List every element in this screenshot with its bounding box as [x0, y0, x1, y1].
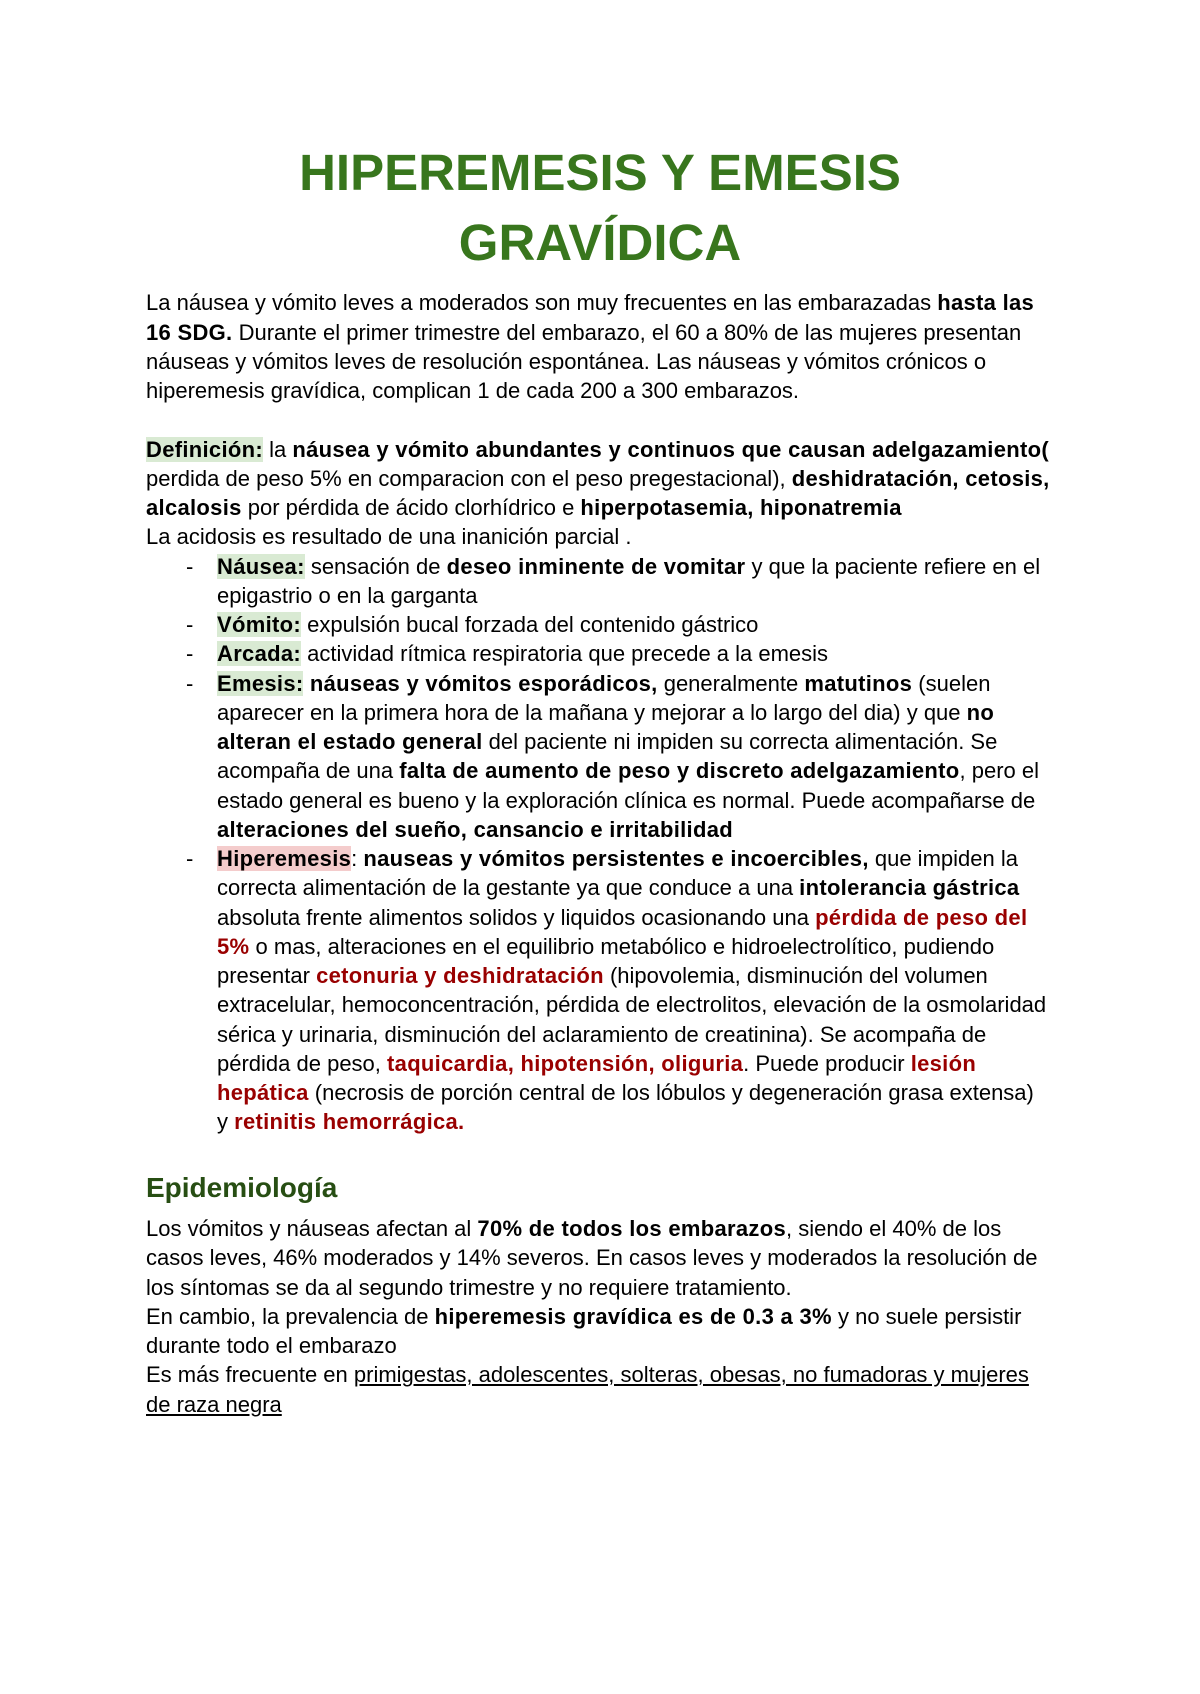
bold-text: no — [966, 699, 995, 725]
section-heading: Epidemiología — [146, 1171, 338, 1203]
bold-text: hiperemesis gravídica es de 0.3 a 3% — [434, 1303, 832, 1329]
text-run: y que la paciente refiere en el — [745, 553, 1041, 579]
list-item-text — [217, 844, 1054, 1137]
red-emphasis: pérdida de peso del — [815, 904, 1028, 930]
text-line — [146, 318, 1054, 347]
red-emphasis: hepática — [217, 1080, 309, 1106]
highlighted-term: Náusea: — [217, 553, 305, 579]
text-line — [146, 493, 1054, 522]
text-line — [146, 1360, 1054, 1389]
highlighted-term: Emesis: — [217, 670, 304, 696]
text-run: presentar — [217, 963, 317, 989]
text-run: por pérdida de ácido clorhídrico e — [241, 495, 581, 521]
bullet-marker: - — [186, 553, 194, 579]
text-run: del paciente ni impiden su correcta alimentación. Se — [482, 729, 998, 755]
text-run: expulsión bucal forzada del contenido gástrico — [300, 612, 759, 638]
text-run: estado general es bueno y la exploración clínica es normal. Puede acompañarse de — [217, 787, 1036, 813]
text-run: La acidosis es resultado de una inanición parcial . — [146, 524, 632, 550]
bullet-marker: - — [186, 670, 194, 696]
highlighted-term: Arcada: — [217, 641, 302, 667]
list-item-text — [217, 552, 1054, 611]
text-run: extracelular, hemoconcentración, pérdida de electrolitos, elevación de la osmolaridad — [217, 992, 1047, 1018]
text-line — [146, 1243, 1054, 1272]
text-run: los síntomas se da al segundo trimestre y no requiere tratamiento. — [146, 1274, 792, 1300]
text-line — [217, 756, 1054, 785]
list-item — [146, 552, 1054, 611]
intro-paragraph — [146, 288, 1054, 405]
text-line — [146, 1214, 1054, 1243]
highlighted-term: Vómito: — [217, 612, 301, 638]
red-emphasis: retinitis hemorrágica. — [234, 1109, 465, 1135]
text-run: pérdida de peso, — [217, 1050, 388, 1076]
text-run: durante todo el embarazo — [146, 1333, 397, 1359]
highlighted-term: Hiperemesis — [217, 846, 352, 872]
text-line — [217, 581, 1054, 610]
bold-text: deseo inminente de vomitar — [446, 553, 746, 579]
list-item — [146, 610, 1054, 639]
text-run: perdida de peso 5% en comparacion con el peso pregestacional), — [146, 465, 792, 491]
text-line — [146, 522, 1054, 551]
bullet-marker: - — [186, 641, 194, 667]
text-run: hiperemesis gravídica, complican 1 de cada 200 a 300 embarazos. — [146, 378, 800, 404]
text-run: actividad rítmica respiratoria que precede a la emesis — [301, 641, 829, 667]
text-run: casos leves, 46% moderados y 14% severos. En casos leves y moderados la resolución de — [146, 1245, 1038, 1271]
text-line — [217, 639, 1054, 668]
bold-text: alcalosis — [146, 495, 242, 521]
red-emphasis: lesión — [910, 1050, 977, 1076]
epidemiology-paragraph — [146, 1214, 1054, 1419]
terms-list — [146, 552, 1054, 1137]
text-line — [217, 903, 1054, 932]
text-line — [217, 932, 1054, 961]
text-line — [146, 347, 1054, 376]
text-line — [217, 669, 1054, 698]
text-line — [146, 376, 1054, 405]
list-item-text — [217, 669, 1054, 845]
text-run: (necrosis de porción central de los lóbulos y degeneración grasa extensa) — [308, 1080, 1034, 1106]
text-run: , siendo el 40% de los — [785, 1216, 1002, 1242]
red-emphasis: 5% — [217, 933, 250, 959]
text-line — [146, 1302, 1054, 1331]
text-run: que impiden la — [868, 846, 1018, 872]
text-line — [217, 961, 1054, 990]
text-run: . Puede producir — [743, 1050, 911, 1076]
title-line: HIPEREMESIS Y EMESIS — [299, 144, 901, 201]
text-run: En cambio, la prevalencia de — [146, 1303, 435, 1329]
document-title — [146, 138, 1054, 278]
bold-text: alteran el estado general — [217, 729, 483, 755]
text-line — [146, 1390, 1054, 1419]
highlighted-term: Definición: — [146, 436, 263, 462]
bold-text: nauseas y vómitos persistentes e incoercibles, — [363, 846, 869, 872]
text-run: La náusea y vómito leves a moderados son muy frecuentes en las embarazadas — [146, 290, 938, 316]
text-line — [217, 815, 1054, 844]
text-run: (hipovolemia, disminución del volumen — [603, 963, 988, 989]
bold-text: náusea y vómito abundantes y continuos que causan adelgazamiento( — [292, 436, 1049, 462]
text-run: Los vómitos y náuseas afectan al — [146, 1216, 478, 1242]
text-line — [217, 552, 1054, 581]
text-run: sensación de — [304, 553, 447, 579]
text-line — [217, 844, 1054, 873]
bullet-marker: - — [186, 846, 194, 872]
list-item-text — [217, 639, 1054, 668]
text-run: y no suele persistir — [831, 1303, 1022, 1329]
text-line — [217, 1107, 1054, 1136]
text-run: generalmente — [657, 670, 805, 696]
text-run: aparecer en la primera hora de la mañana y mejorar a lo largo del dia) y que — [217, 699, 967, 725]
text-run: náuseas y vómitos leves de resolución espontánea. Las náuseas y vómitos crónicos o — [146, 348, 987, 374]
text-line — [217, 610, 1054, 639]
bold-text: deshidratación, cetosis, — [791, 465, 1050, 491]
bold-text: 70% de todos los embarazos — [477, 1216, 786, 1242]
text-run: epigastrio o en la garganta — [217, 582, 478, 608]
text-line — [146, 464, 1054, 493]
bold-text: 16 SDG. — [146, 319, 233, 345]
definition-paragraph — [146, 435, 1054, 552]
text-run: absoluta frente alimentos solidos y liquidos ocasionando una — [217, 904, 816, 930]
text-run: la — [262, 436, 293, 462]
bold-text: alteraciones del sueño, cansancio e irritabilidad — [217, 816, 733, 842]
text-line — [217, 727, 1054, 756]
list-item — [146, 669, 1054, 845]
red-emphasis: taquicardia, hipotensión, oliguria — [387, 1050, 744, 1076]
text-line — [146, 1273, 1054, 1302]
text-run: (suelen — [912, 670, 991, 696]
list-item — [146, 844, 1054, 1137]
bold-text: hiperpotasemia, hiponatremia — [580, 495, 902, 521]
text-line — [217, 1049, 1054, 1078]
text-line — [217, 990, 1054, 1019]
text-run: acompaña de una — [217, 758, 400, 784]
bullet-marker: - — [186, 612, 194, 638]
bold-text: falta de aumento de peso y discreto adelgazamiento — [399, 758, 960, 784]
list-item — [146, 639, 1054, 668]
red-emphasis: cetonuria y deshidratación — [316, 963, 604, 989]
text-line — [146, 435, 1054, 464]
text-line — [217, 1020, 1054, 1049]
text-run: correcta alimentación de la gestante ya que conduce a una — [217, 875, 800, 901]
text-line — [146, 1331, 1054, 1360]
text-run: Es más frecuente en — [146, 1362, 354, 1388]
text-run: sérica y urinaria, disminución del aclaramiento de creatinina). Se acompaña de — [217, 1021, 987, 1047]
text-run: y — [217, 1109, 235, 1135]
title-line: GRAVÍDICA — [458, 214, 742, 271]
text-run: o mas, alteraciones en el equilibrio metabólico e hidroelectrolítico, pudiendo — [249, 933, 995, 959]
underlined-text: de raza negra — [146, 1391, 282, 1417]
text-run: Durante el primer trimestre del embarazo, el 60 a 80% de las mujeres presentan — [232, 319, 1022, 345]
text-line — [217, 1078, 1054, 1107]
document-body — [146, 138, 1054, 1419]
text-run: : — [351, 846, 364, 872]
text-line — [146, 288, 1054, 317]
bold-text: náuseas y vómitos esporádicos, — [303, 670, 658, 696]
text-run: , pero el — [959, 758, 1040, 784]
bold-text: intolerancia gástrica — [799, 875, 1020, 901]
list-item-text — [217, 610, 1054, 639]
text-line — [217, 698, 1054, 727]
bold-text: hasta las — [937, 290, 1035, 316]
underlined-text: primigestas, adolescentes, solteras, obesas, no fumadoras y mujeres — [353, 1362, 1029, 1388]
text-line — [217, 786, 1054, 815]
bold-text: matutinos — [804, 670, 913, 696]
text-line — [217, 873, 1054, 902]
